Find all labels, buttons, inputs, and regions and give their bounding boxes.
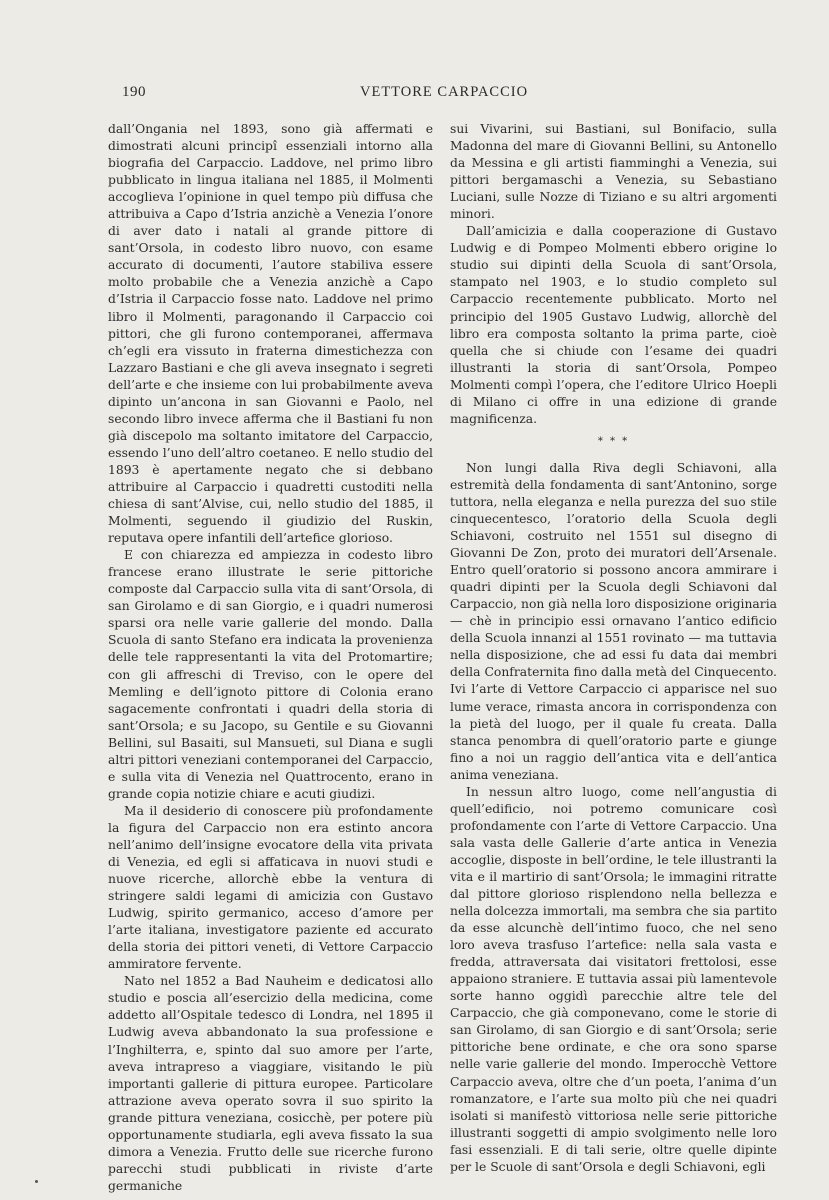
paragraph: Nato nel 1852 a Bad Nauheim e dedicatosi allo studio e poscia all’esercizio della medicina, come addetto all’Ospitale tedesco di Londra, nel 1895 il Ludwig aveva abbandonato la sua professione e l’Inghilterra, e, spinto dal suo amore per l’arte, aveva intrapreso a viaggiare, visitando le più importanti gallerie di pittura europee. Particolare attrazione aveva operato sovra il suo spirito la grande pittura veneziana, cosicchè, per potere più opportunamente studiarla, egli aveva fissato la sua dimora a Venezia. Frutto delle sue ricerche furono parecchi studi pubblicati in riviste d’arte germaniche [108, 974, 433, 1193]
page-header [0, 84, 829, 104]
paragraph: Non lungi dalla Riva degli Schiavoni, alla estremità della fondamenta di sant’Antonino, sorge tuttora, nella eleganza e nella purezza del suo stile cinquecentesco, l’oratorio della Scuola degli Schiavoni, costruito nel 1551 sul disegno di Giovanni De Zon, proto dei muratori dell’Arsenale. Entro quell’oratorio si possono ancora ammirare i quadri dipinti per la Scuola degli Schiavoni dal Carpaccio, non già nella loro disposizione originaria — chè in principio essi ornavano l’antico edificio della Scuola innanzi al 1551 rovinato — ma tuttavia nella disposizione, che ad essi fu data dai membri della Confraternita fino dalla metà del Cinquecento. Ivi l’arte di Vettore Carpaccio ci apparisce nel suo lume verace, rimasta ancora in corrispondenza con la pietà del luogo, per il quale fu creata. Dalla stanca penombra di quell’oratorio parte e giunge fino a noi un raggio dell’antica vita e dell’antica anima veneziana. [450, 460, 777, 782]
paper-speck [35, 1180, 38, 1183]
paragraph: dall’Ongania nel 1893, sono già affermati e dimostrati alcuni principî essenziali intorno alla biografia del Carpaccio. Laddove, nel primo libro pubblicato in lingua italiana nel 1885, il Molmenti accoglieva l’opinione in quel tempo più diffusa che attribuiva a Capo d’Istria anzichè a Venezia l’onore di aver dato i natali al grande pittore di sant’Orsola, in codesto libro nuovo, con esame accurato di documenti, l’autore stabiliva essere molto probabile che a Venezia anzichè a Capo d’Istria il Carpaccio fosse nato. Laddove nel primo libro il Molmenti, paragonando il Carpaccio coi pittori, che gli furono contemporanei, affermava ch’egli era vissuto in fraterna dimestichezza con Lazzaro Bastiani e che gli aveva insegnato i segreti dell’arte e che insieme con lui probabilmente aveva dipinto un’ancona in san Giovanni e Paolo, nel secondo libro invece afferma che il Bastiani fu non già discepolo ma soltanto imitatore del Carpaccio, essendo l’uno dell’altro coetaneo. E nello studio del 1893 è apertamente negato che si debbano attribuire al Carpaccio i quadretti custoditi nella chiesa di sant’Alvise, cui, nello studio del 1885, il Molmenti, seguendo il giudizio del Ruskin, reputava opere infantili dell’artefice glorioso. [108, 122, 433, 546]
page-number: 190 [122, 84, 146, 100]
left-column [108, 121, 433, 1195]
paragraph: Ma il desiderio di conoscere più profondamente la figura del Carpaccio non era estinto ancora nell’animo dell’insigne evocatore della vita privata di Venezia, ed egli si affaticava in nuovi studi e nuove ricerche, allorchè ebbe la ventura di stringere saldi legami di amicizia con Gustavo Ludwig, spirito germanico, acceso d’amore per l’arte italiana, investigatore paziente ed accurato della storia dei pittori veneti, di Vettore Carpaccio ammiratore fervente. [108, 803, 433, 972]
asterism-glyph: * * * [597, 435, 630, 447]
running-title: VETTORE CARPACCIO [360, 84, 529, 100]
right-column [450, 121, 777, 1176]
paragraph: sui Vivarini, sui Bastiani, sul Bonifacio, sulla Madonna del mare di Giovanni Bellini, su Antonello da Messina e gli artisti fiamminghi a Venezia, sui pittori bergamaschi a Venezia, su Sebastiano Luciani, sulle Nozze di Tiziano e su altri argomenti minori. [450, 122, 777, 222]
paragraph: E con chiarezza ed ampiezza in codesto libro francese erano illustrate le serie pittoriche composte dal Carpaccio sulla vita di sant’Orsola, di san Girolamo e di san Giorgio, e i quadri numerosi sparsi ora nelle varie gallerie del mondo. Dalla Scuola di santo Stefano era indicata la provenienza delle tele rappresentanti la vita del Protomartire; con gli affreschi di Treviso, con le opere del Memling e dell’ignoto pittore di Colonia erano sagacemente confrontati i quadri della storia di sant’Orsola; e su Jacopo, su Gentile e su Giovanni Bellini, sul Basaiti, sul Mansueti, sul Diana e sugli altri pittori veneziani contemporanei del Carpaccio, e sulla vita di Venezia nel Quattrocento, erano in grande copia notizie chiare e acuti giudizi. [108, 548, 433, 801]
paragraph: In nessun altro luogo, come nell’angustia di quell’edificio, noi potremo comunicare così profondamente con l’arte di Vettore Carpaccio. Una sala vasta delle Gallerie d’arte antica in Venezia accoglie, disposte in bell’ordine, le tele illustranti la vita e il martirio di sant’Orsola; le immagini ritratte dal pittore glorioso risplendono nella bellezza e nella dolcezza immortali, ma sembra che sia partito da esse alcunchè dell’intimo fuoco, che nel seno loro aveva trasfuso l’artefice: nella sala vasta e fredda, attraversata dai visitatori frettolosi, esse appaiono straniere. E tuttavia assai più lamentevole sorte hanno oggidì parecchie altre tele del Carpaccio, che già componevano, come le storie di san Girolamo, di san Giorgio e di sant’Orsola; serie pittoriche bene ordinate, e che ora sono sparse nelle varie gallerie del mondo. Imperocchè Vettore Carpaccio aveva, oltre che d’un poeta, l’anima d’un romanzatore, e l’arte sua molto più che nei quadri isolati si manifestò vittoriosa nelle serie pittoriche illustranti soggetti di ampio svolgimento nelle loro fasi essenziali. E di tali serie, oltre quelle dipinte per le Scuole di sant’Orsola e degli Schiavoni, egli [450, 784, 777, 1174]
section-divider-asterism [450, 435, 777, 447]
paragraph: Dall’amicizia e dalla cooperazione di Gustavo Ludwig e di Pompeo Molmenti ebbero origine lo studio sui dipinti della Scuola di sant’Orsola, stampato nel 1903, e lo studio completo sul Carpaccio recentemente pubblicato. Morto nel principio del 1905 Gustavo Ludwig, allorchè del libro era composta soltanto la prima parte, cioè quella che si chiude con l’esame dei quadri illustranti la storia di sant’Orsola, Pompeo Molmenti compì l’opera, che l’editore Ulrico Hoepli di Milano ci offre in una edizione di grande magnificenza. [450, 224, 777, 426]
